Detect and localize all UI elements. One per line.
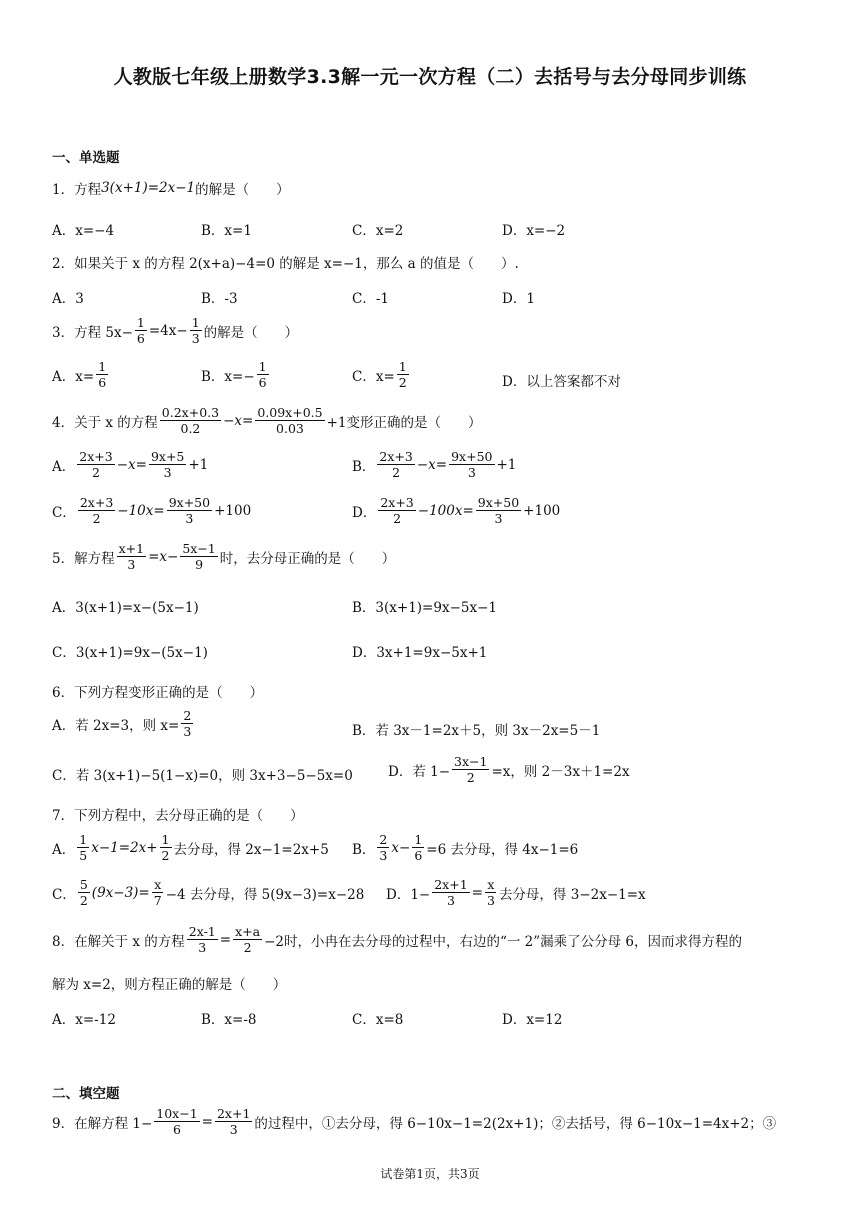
- denominator: 3: [494, 511, 503, 527]
- denominator: 3: [379, 848, 388, 864]
- denominator: 3: [229, 1122, 238, 1138]
- question-4-suffix: +1变形正确的是（ ）: [326, 414, 482, 431]
- q8-option-c[interactable]: C．x=8: [352, 1012, 404, 1028]
- question-6: 6．下列方程变形正确的是（ ）: [52, 685, 264, 701]
- fraction: [78, 878, 90, 907]
- denominator: 2: [91, 465, 100, 481]
- question-1-equation: 3(x+1)=2x−1: [101, 180, 196, 196]
- denominator: 3: [127, 557, 136, 573]
- denominator: 6: [414, 848, 423, 864]
- numerator: 3x−1: [454, 754, 488, 769]
- numerator: 5x−1: [182, 541, 216, 556]
- denominator: 3: [191, 331, 200, 347]
- question-5-prefix: 5．解方程: [52, 550, 115, 567]
- question-1-suffix: 的解是（ ）: [195, 182, 290, 198]
- question-1-prefix: 1．方程: [52, 182, 102, 198]
- numerator: 9x+50: [451, 449, 493, 464]
- option-middle: −x=: [116, 456, 147, 473]
- fraction: [117, 542, 146, 571]
- question-9-prefix: 9．在解方程 1−: [52, 1115, 153, 1132]
- option-text: A．x=: [52, 368, 95, 385]
- fraction: [485, 878, 497, 907]
- section-heading-fill-blank: 二、填空题: [52, 1086, 120, 1102]
- fraction: [215, 1107, 252, 1136]
- option-middle: x−1=2x+: [91, 839, 158, 856]
- question-9-middle: =: [201, 1113, 213, 1130]
- fraction: [233, 925, 262, 954]
- question-2: 2．如果关于 x 的方程 2(x+a)−4=0 的解是 x=−1，那么 a 的值是（ ）.: [52, 256, 519, 272]
- fraction: [167, 496, 212, 525]
- question-8-middle: =: [219, 931, 232, 948]
- option-middle: −100x=: [417, 502, 474, 519]
- denominator: 2: [243, 940, 252, 956]
- question-5-suffix: 时，去分母正确的是（ ）: [219, 550, 396, 567]
- numerator: x+a: [235, 924, 261, 939]
- q8-option-d[interactable]: D．x=12: [502, 1012, 563, 1028]
- fraction: [397, 360, 409, 389]
- option-letter: D．: [352, 504, 377, 521]
- option-middle: −x=: [416, 456, 448, 473]
- q5-option-c[interactable]: C．3(x+1)=9x−(5x−1): [52, 645, 208, 661]
- option-rest: 去分母，得 2x−1=2x+5: [173, 841, 329, 858]
- fraction: [190, 316, 202, 345]
- fraction: [255, 406, 324, 435]
- option-middle: x−: [391, 839, 411, 856]
- denominator: 6: [173, 1122, 181, 1138]
- denominator: 3: [446, 893, 455, 909]
- denominator: 3: [467, 465, 476, 481]
- fraction: [476, 496, 521, 525]
- fraction: [78, 496, 115, 525]
- question-4-middle: −x=: [223, 412, 254, 429]
- question-8-prefix: 8．在解关于 x 的方程: [52, 933, 185, 950]
- fraction: [187, 925, 218, 954]
- fraction: [378, 496, 415, 525]
- numerator: 2x+3: [79, 449, 113, 464]
- q3-option-c[interactable]: [352, 360, 411, 389]
- option-rest: =6 去分母，得 4x−1=6: [426, 841, 579, 858]
- fraction: [432, 878, 469, 907]
- option-letter: B．: [352, 458, 376, 475]
- q2-option-d[interactable]: D．1: [502, 291, 535, 307]
- option-text: B．x=−: [201, 368, 255, 385]
- q4-option-a[interactable]: [52, 450, 208, 479]
- numerator: 1: [79, 832, 88, 847]
- q4-option-c[interactable]: [52, 496, 251, 525]
- denominator: 2: [466, 770, 475, 786]
- fraction: [135, 316, 147, 345]
- numerator: 1: [191, 315, 200, 330]
- option-rest: +1: [188, 456, 209, 473]
- denominator: 5: [79, 848, 88, 864]
- question-7: 7．下列方程中，去分母正确的是（ ）: [52, 808, 304, 824]
- q4-option-b[interactable]: [352, 450, 516, 479]
- q1-option-c[interactable]: C．x=2: [352, 223, 404, 239]
- option-rest: +100: [214, 502, 252, 519]
- option-text: A．若 2x=3，则 x=: [52, 717, 180, 734]
- q5-option-b[interactable]: B．3(x+1)=9x−5x−1: [352, 600, 497, 616]
- option-middle: (9x−3)=: [91, 884, 150, 901]
- question-5-middle: =x−: [148, 548, 179, 565]
- numerator: 1: [136, 315, 145, 330]
- denominator: 7: [153, 893, 162, 909]
- question-4: [52, 406, 481, 435]
- denominator: 6: [136, 331, 145, 347]
- option-letter: C．: [52, 504, 76, 521]
- fraction: [377, 450, 414, 479]
- denominator: 3: [183, 724, 192, 740]
- numerator: 9x+5: [150, 449, 185, 464]
- q7-option-b[interactable]: [352, 833, 578, 862]
- fraction: [412, 833, 424, 862]
- fraction: [377, 833, 389, 862]
- denominator: 0.03: [276, 421, 304, 437]
- q6-option-b[interactable]: B．若 3x－1=2x＋5，则 3x－2x=5－1: [352, 723, 601, 739]
- question-3-suffix: 的解是（ ）: [203, 324, 299, 341]
- q3-option-d[interactable]: D．以上答案都不对: [502, 374, 621, 390]
- option-rest: =x，则 2－3x＋1=2x: [491, 763, 630, 780]
- numerator: 5: [79, 877, 88, 892]
- option-text: D．若 1−: [388, 763, 451, 780]
- numerator: 10x−1: [156, 1106, 198, 1121]
- numerator: 2x+1: [216, 1106, 251, 1121]
- fraction: [77, 450, 114, 479]
- q8-option-a[interactable]: A．x=-12: [52, 1012, 116, 1028]
- fraction: [449, 450, 494, 479]
- question-8-suffix: −2时，小冉在去分母的过程中，右边的“一 2”漏乘了公分母 6，因而求得方程的: [264, 933, 743, 950]
- fraction: [96, 360, 108, 389]
- q4-option-d[interactable]: [352, 496, 560, 525]
- numerator: 2x-1: [188, 924, 216, 939]
- fraction: [149, 450, 186, 479]
- numerator: x+1: [118, 541, 145, 556]
- denominator: 2: [92, 511, 101, 527]
- q6-option-d[interactable]: [388, 755, 630, 784]
- option-rest: 去分母，得 3−2x−1=x: [498, 886, 646, 903]
- numerator: x: [154, 877, 162, 892]
- denominator: 9: [195, 557, 204, 573]
- denominator: 6: [98, 375, 107, 391]
- option-text: C．x=: [352, 368, 395, 385]
- fraction: [181, 709, 193, 738]
- question-9-suffix: 的过程中，①去分母，得 6−10x−1=2(2x+1)；②去括号，得 6−10x−1=4x+2；③: [254, 1115, 777, 1132]
- denominator: 2: [161, 848, 170, 864]
- numerator: 1: [398, 359, 407, 374]
- numerator: 0.2x+0.3: [161, 405, 220, 420]
- q3-option-a[interactable]: [52, 360, 110, 389]
- numerator: 1: [258, 359, 267, 374]
- numerator: x: [487, 877, 495, 892]
- question-8-line-2: 解为 x=2，则方程正确的解是（ ）: [52, 977, 287, 993]
- numerator: 2x+3: [379, 449, 413, 464]
- section-heading-single-choice: 一、单选题: [52, 150, 120, 166]
- option-letter: B．: [352, 841, 376, 858]
- q7-option-c[interactable]: [52, 878, 364, 907]
- option-rest: +1: [496, 456, 517, 473]
- numerator: 2x+1: [434, 877, 468, 892]
- q6-option-c[interactable]: C．若 3(x+1)−5(1−x)=0，则 3x+3−5−5x=0: [52, 768, 353, 784]
- page-footer: 试卷第1页，共3页: [380, 1167, 480, 1181]
- denominator: 2: [393, 511, 402, 527]
- option-letter: C．: [52, 886, 76, 903]
- denominator: 3: [198, 940, 207, 956]
- numerator: 2x+3: [79, 495, 114, 510]
- numerator: 1: [161, 832, 170, 847]
- question-4-prefix: 4．关于 x 的方程: [52, 414, 158, 431]
- fraction: [257, 360, 269, 389]
- q1-option-b[interactable]: B．x=1: [201, 223, 252, 239]
- q7-option-a[interactable]: [52, 833, 329, 862]
- question-5: [52, 542, 395, 571]
- q5-option-d[interactable]: D．3x+1=9x−5x+1: [352, 645, 488, 661]
- page-title: 人教版七年级上册数学3.3解一元一次方程（二）去括号与去分母同步训练: [113, 66, 747, 88]
- denominator: 3: [486, 893, 495, 909]
- numerator: 1: [98, 359, 107, 374]
- denominator: 0.2: [180, 421, 201, 437]
- q2-option-c[interactable]: C．-1: [352, 291, 389, 307]
- numerator: 9x+50: [168, 495, 211, 510]
- q2-option-b[interactable]: B．-3: [201, 291, 238, 307]
- question-3-middle: =4x−: [148, 322, 188, 339]
- denominator: 3: [185, 511, 194, 527]
- numerator: 2: [379, 832, 388, 847]
- question-8: [52, 925, 742, 954]
- denominator: 3: [163, 465, 172, 481]
- option-rest: −4 去分母，得 5(9x−3)=x−28: [165, 886, 365, 903]
- option-middle: −10x=: [117, 502, 165, 519]
- denominator: 2: [392, 465, 401, 481]
- question-1: [52, 178, 290, 198]
- question-9: [52, 1107, 776, 1136]
- denominator: 2: [79, 893, 88, 909]
- numerator: 1: [414, 832, 423, 847]
- option-letter: D．1−: [386, 886, 431, 903]
- option-letter: A．: [52, 841, 76, 858]
- fraction: [452, 755, 489, 784]
- numerator: 2: [183, 708, 192, 723]
- q3-option-b[interactable]: [201, 360, 271, 389]
- numerator: 9x+50: [477, 495, 520, 510]
- option-rest: +100: [523, 502, 561, 519]
- option-letter: A．: [52, 458, 76, 475]
- q8-option-b[interactable]: B．x=-8: [201, 1012, 257, 1028]
- fraction: [160, 833, 172, 862]
- q5-option-a[interactable]: A．3(x+1)=x−(5x−1): [52, 600, 199, 616]
- numerator: 2x+3: [380, 495, 414, 510]
- question-3: [52, 316, 298, 345]
- q6-option-a[interactable]: [52, 709, 195, 738]
- fraction: [152, 878, 164, 907]
- denominator: 6: [258, 375, 267, 391]
- question-3-prefix: 3．方程 5x−: [52, 324, 133, 341]
- fraction: [180, 542, 217, 571]
- fraction: [77, 833, 89, 862]
- numerator: 0.09x+0.5: [257, 405, 323, 420]
- fraction: [160, 406, 221, 435]
- q7-option-d[interactable]: [386, 878, 646, 907]
- option-middle: =: [471, 884, 483, 901]
- q2-option-a[interactable]: A．3: [52, 291, 84, 307]
- denominator: 2: [398, 375, 407, 391]
- fraction: [154, 1107, 199, 1136]
- q1-option-d[interactable]: D．x=−2: [502, 223, 566, 239]
- q1-option-a[interactable]: A．x=−4: [52, 223, 115, 239]
